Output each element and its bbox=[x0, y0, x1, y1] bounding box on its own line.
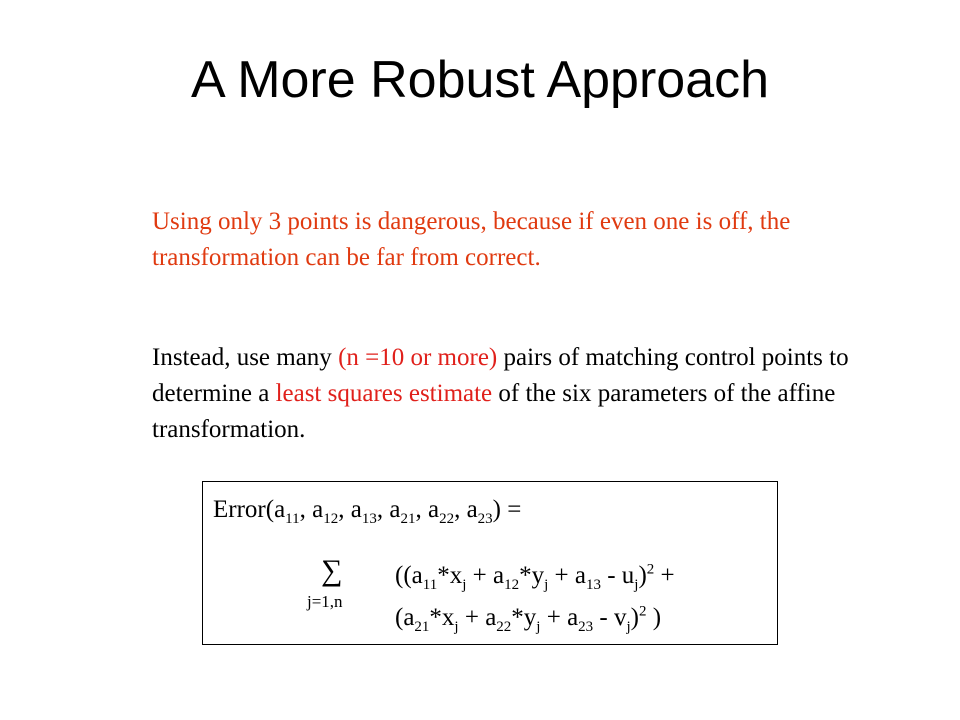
least-squares-highlight: least squares estimate bbox=[275, 380, 493, 407]
sample-size-highlight: (n =10 or more) bbox=[338, 344, 498, 371]
slide-title: A More Robust Approach bbox=[190, 51, 770, 109]
sum-index: j=1,n bbox=[307, 592, 343, 611]
formula-box bbox=[202, 481, 778, 645]
method-text-1: Instead, use many bbox=[152, 344, 339, 371]
formula-line-3: $(a_{21}*x_j + a_{22}*y_j + a_{23} - v_j)^2$ ) bbox=[395, 603, 662, 635]
intro-paragraph: Using only 3 points is dangerous, because if even one is off, the transformation can be far from correct. bbox=[152, 208, 791, 271]
formula-line-2: ($(a_{11}*x_j + a_{12}*y_j + a_{13} - u_j)^2$ + bbox=[395, 561, 675, 593]
sum-symbol: ∑ bbox=[321, 554, 343, 587]
method-text-2: pairs of matching control points to determine a bbox=[152, 344, 849, 407]
method-paragraph bbox=[152, 340, 872, 448]
method-text-3: of the six parameters of the affine transformation. bbox=[152, 380, 836, 443]
formula-line-1: $Error(a_{11}$, $a_{12}$, $a_{13}$, $a_{21}$, $a_{22}$, $a_{23}$) = bbox=[213, 496, 522, 527]
